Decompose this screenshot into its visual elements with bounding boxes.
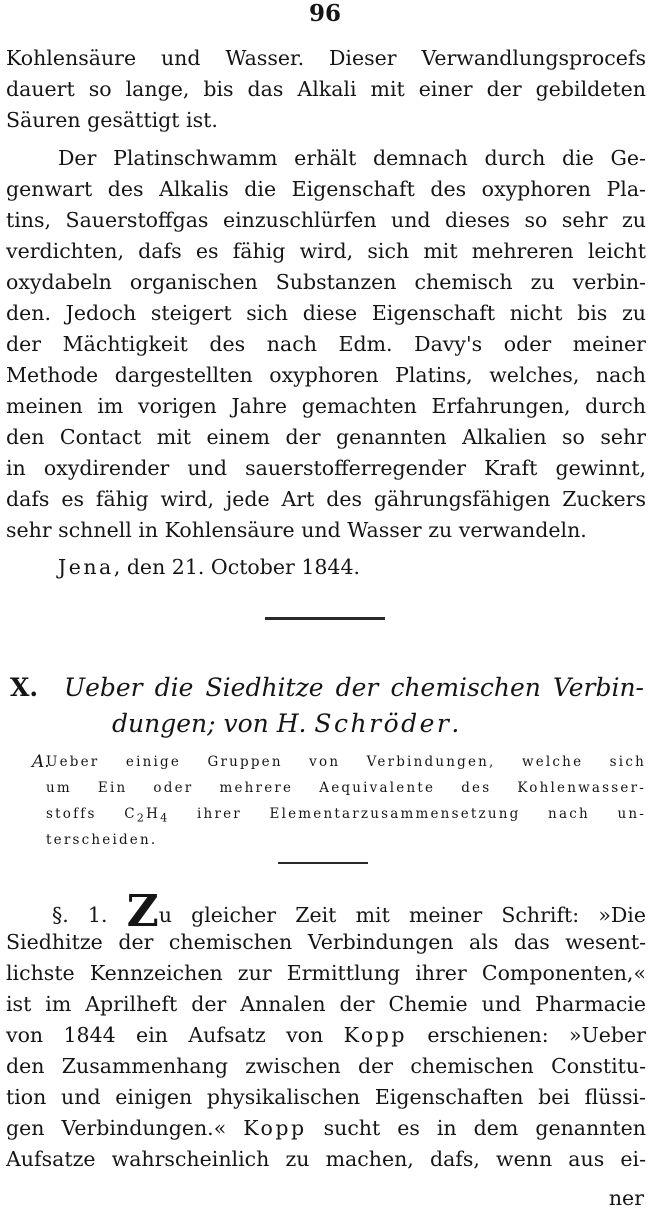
article-number: X. bbox=[10, 673, 39, 702]
section-line-text: sucht es in dem genannten bbox=[306, 1116, 646, 1140]
text-line: den Zusammenhang zwischen der chemischen Constitu- bbox=[6, 1054, 646, 1078]
text-line: dafs es fähig wird, jede Art des gährungsfähigen Zuckers bbox=[6, 487, 646, 511]
subsection-line: um Ein oder mehrere Aequivalente des Kohlenwasser- bbox=[46, 780, 646, 796]
subsection-divider bbox=[278, 862, 368, 864]
text-line: dauert so lange, bis das Alkali mit einer der gebildeten bbox=[6, 77, 646, 101]
section-line-text: gen Verbindungen.« bbox=[6, 1116, 244, 1140]
author-name: Kopp bbox=[243, 1116, 307, 1140]
text-line: Der Platinschwamm erhält demnach durch die Ge- bbox=[58, 146, 646, 170]
section-paragraph bbox=[6, 886, 646, 1175]
formula-subscript: 2 bbox=[136, 811, 147, 825]
article-title-line: Ueber die Siedhitze der chemischen Verbin- bbox=[64, 673, 644, 702]
text-line: tins, Sauerstoffgas einzuschlürfen und dieses so sehr zu bbox=[6, 208, 646, 232]
dateline-date: , den 21. October 1844. bbox=[113, 555, 361, 579]
text-line: genwart des Alkalis die Eigenschaft des oxyphoren Pla- bbox=[6, 177, 646, 201]
subsection-line: terscheiden. bbox=[46, 832, 158, 848]
text-line: sehr schnell in Kohlensäure und Wasser zu verwandeln. bbox=[6, 518, 587, 542]
text-line: Kohlensäure und Wasser. Dieser Verwandlungsprocefs bbox=[6, 46, 646, 70]
text-line: Methode dargestellten oxyphoren Platins, welches, nach bbox=[6, 363, 646, 387]
subsection-text: ihrer Elementarzusammensetzung nach un- bbox=[169, 806, 647, 822]
author-name: Kopp bbox=[343, 1023, 407, 1047]
section-divider bbox=[265, 617, 385, 620]
article-author: Schröder bbox=[314, 709, 452, 738]
dateline bbox=[58, 552, 360, 583]
article-title-line bbox=[112, 707, 459, 741]
text-line bbox=[6, 1020, 646, 1051]
text-line: meinen im vorigen Jahre gemachten Erfahrungen, durch bbox=[6, 394, 646, 418]
article-title-text: dungen; von H. bbox=[112, 709, 315, 738]
text-line: Siedhitze der chemischen Verbindungen als das wesent- bbox=[6, 930, 646, 954]
text-line: lichste Kennzeichen zur Ermittlung ihrer Componenten,« bbox=[6, 961, 646, 985]
subsection-letter: A. bbox=[32, 752, 50, 772]
text-line bbox=[6, 886, 646, 937]
section-line-text: erschienen: »Ueber bbox=[406, 1023, 646, 1047]
paragraph-continuation bbox=[6, 43, 646, 136]
subsection-line: Ueber einige Gruppen von Verbindungen, welche sich bbox=[46, 754, 646, 770]
drop-initial: Z bbox=[126, 886, 159, 937]
text-line: ist im Aprilheft der Annalen der Chemie und Pharmacie bbox=[6, 992, 646, 1016]
text-line: Aufsatze wahrscheinlich zu machen, dafs, wenn aus ei- bbox=[6, 1147, 646, 1171]
formula-text: H bbox=[146, 806, 161, 822]
formula-subscript: 4 bbox=[160, 811, 170, 825]
text-line: tion und einigen physikalischen Eigenschaften bei flüssi- bbox=[6, 1085, 646, 1109]
catchword: ner bbox=[608, 1186, 644, 1210]
section-line-text: von 1844 ein Aufsatz von bbox=[6, 1023, 344, 1047]
paragraph-platinum bbox=[6, 143, 646, 546]
text-line: den. Jedoch steigert sich diese Eigenschaft nicht bis zu bbox=[6, 301, 646, 325]
page-number: 96 bbox=[308, 0, 341, 27]
text-line bbox=[6, 1113, 646, 1144]
text-line: oxydabeln organischen Substanzen chemisch zu verbin- bbox=[6, 270, 646, 294]
text-line: in oxydirender und sauerstofferregender Kraft gewinnt, bbox=[6, 456, 646, 480]
text-line: den Contact mit einem der genannten Alkalien so sehr bbox=[6, 425, 646, 449]
dateline-place: Jena bbox=[58, 555, 114, 579]
section-label: §. 1. bbox=[52, 903, 108, 927]
formula-text: stoffs C bbox=[46, 806, 137, 822]
text-line: der Mächtigkeit des nach Edm. Davy's oder meiner bbox=[6, 332, 646, 356]
article-title-end: . bbox=[451, 709, 460, 738]
section-line-text: u gleicher Zeit mit meiner Schrift: »Die bbox=[158, 903, 646, 927]
text-line: Säuren gesättigt ist. bbox=[6, 108, 218, 132]
text-line: verdichten, dafs es fähig wird, sich mit mehreren leicht bbox=[6, 239, 646, 263]
subsection-line bbox=[46, 802, 646, 831]
